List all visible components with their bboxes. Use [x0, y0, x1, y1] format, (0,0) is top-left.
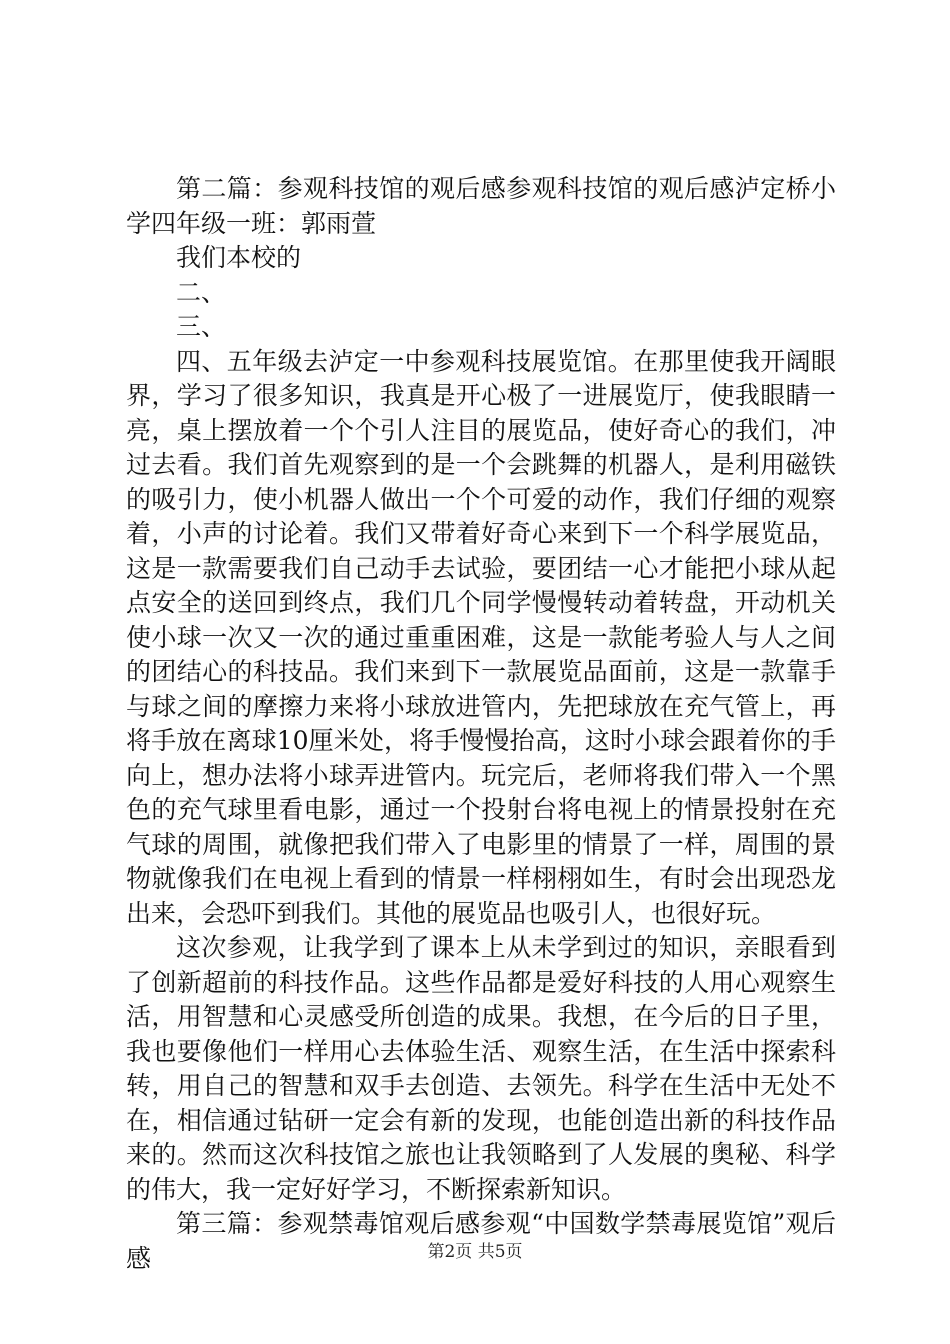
paragraph-section-2-title: 第二篇：参观科技馆的观后感参观科技馆的观后感泸定桥小学四年级一班：郭雨萱 — [126, 174, 836, 238]
paragraph-section-3-title: 第三篇：参观禁毒馆观后感参观“中国数学禁毒展览馆”观后感 — [126, 1209, 836, 1273]
paragraph-item-3: 三、 — [176, 312, 227, 341]
paragraph-visit-description: 四、五年级去泸定一中参观科技展览馆。在那里使我开阔眼界，学习了很多知识，我真是开心极了一进展览厅，使我眼睛一亮，桌上摆放着一个个引人注目的展览品，使好奇心的我们，冲过去看。我们首先观察到的是一个会跳舞的机器人，是利用磁铁的吸引力，使小机器人做出一个个可爱的动作，我们仔细的观察着，小声的讨论着。我们又带着好奇心来到下一个科学展览品，这是一款需要我们自己动手去试验，要团结一心才能把小球从起点安全的送回到终点，我们几个同学慢慢转动着转盘，开动机关使小球一次又一次的通过重重困难，这是一款能考验人与人之间的团结心的科技品。我们来到下一款展览品面前，这是一款靠手与球之间的摩擦力来将小球放进管内，先把球放在充气管上，再将手放在离球10厘米处，将手慢慢抬高，这时小球会跟着你的手向上，想办法将小球弄进管内。玩完后，老师将我们带入一个黑色的充气球里看电影，通过一个投射台将电视上的情景投射在充气球的周围，就像把我们带入了电影里的情景了一样，周围的景物就像我们在电视上看到的情景一样栩栩如生，有时会出现恐龙出来，会恐吓到我们。其他的展览品也吸引人，也很好玩。 — [126, 346, 836, 928]
page-footer: 第2页 共5页 — [427, 1242, 523, 1262]
paragraph-reflection: 这次参观，让我学到了课本上从未学到过的知识，亲眼看到了创新超前的科技作品。这些作品都是爱好科技的人用心观察生活，用智慧和心灵感受所创造的成果。我想，在今后的日子里，我也要像他们一样用心去体验生活、观察生活，在生活中探索科转，用自己的智慧和双手去创造、去领先。科学在生活中无处不在，相信通过钻研一定会有新的发现，也能创造出新的科技作品来的。然而这次科技馆之旅也让我领略到了人发展的奥秘、科学的伟大，我一定好好学习，不断探索新知识。 — [126, 933, 836, 1204]
paragraph-item-2: 二、 — [176, 277, 227, 307]
paragraph-intro: 我们本校的 — [176, 243, 302, 272]
document-body — [126, 172, 836, 1276]
